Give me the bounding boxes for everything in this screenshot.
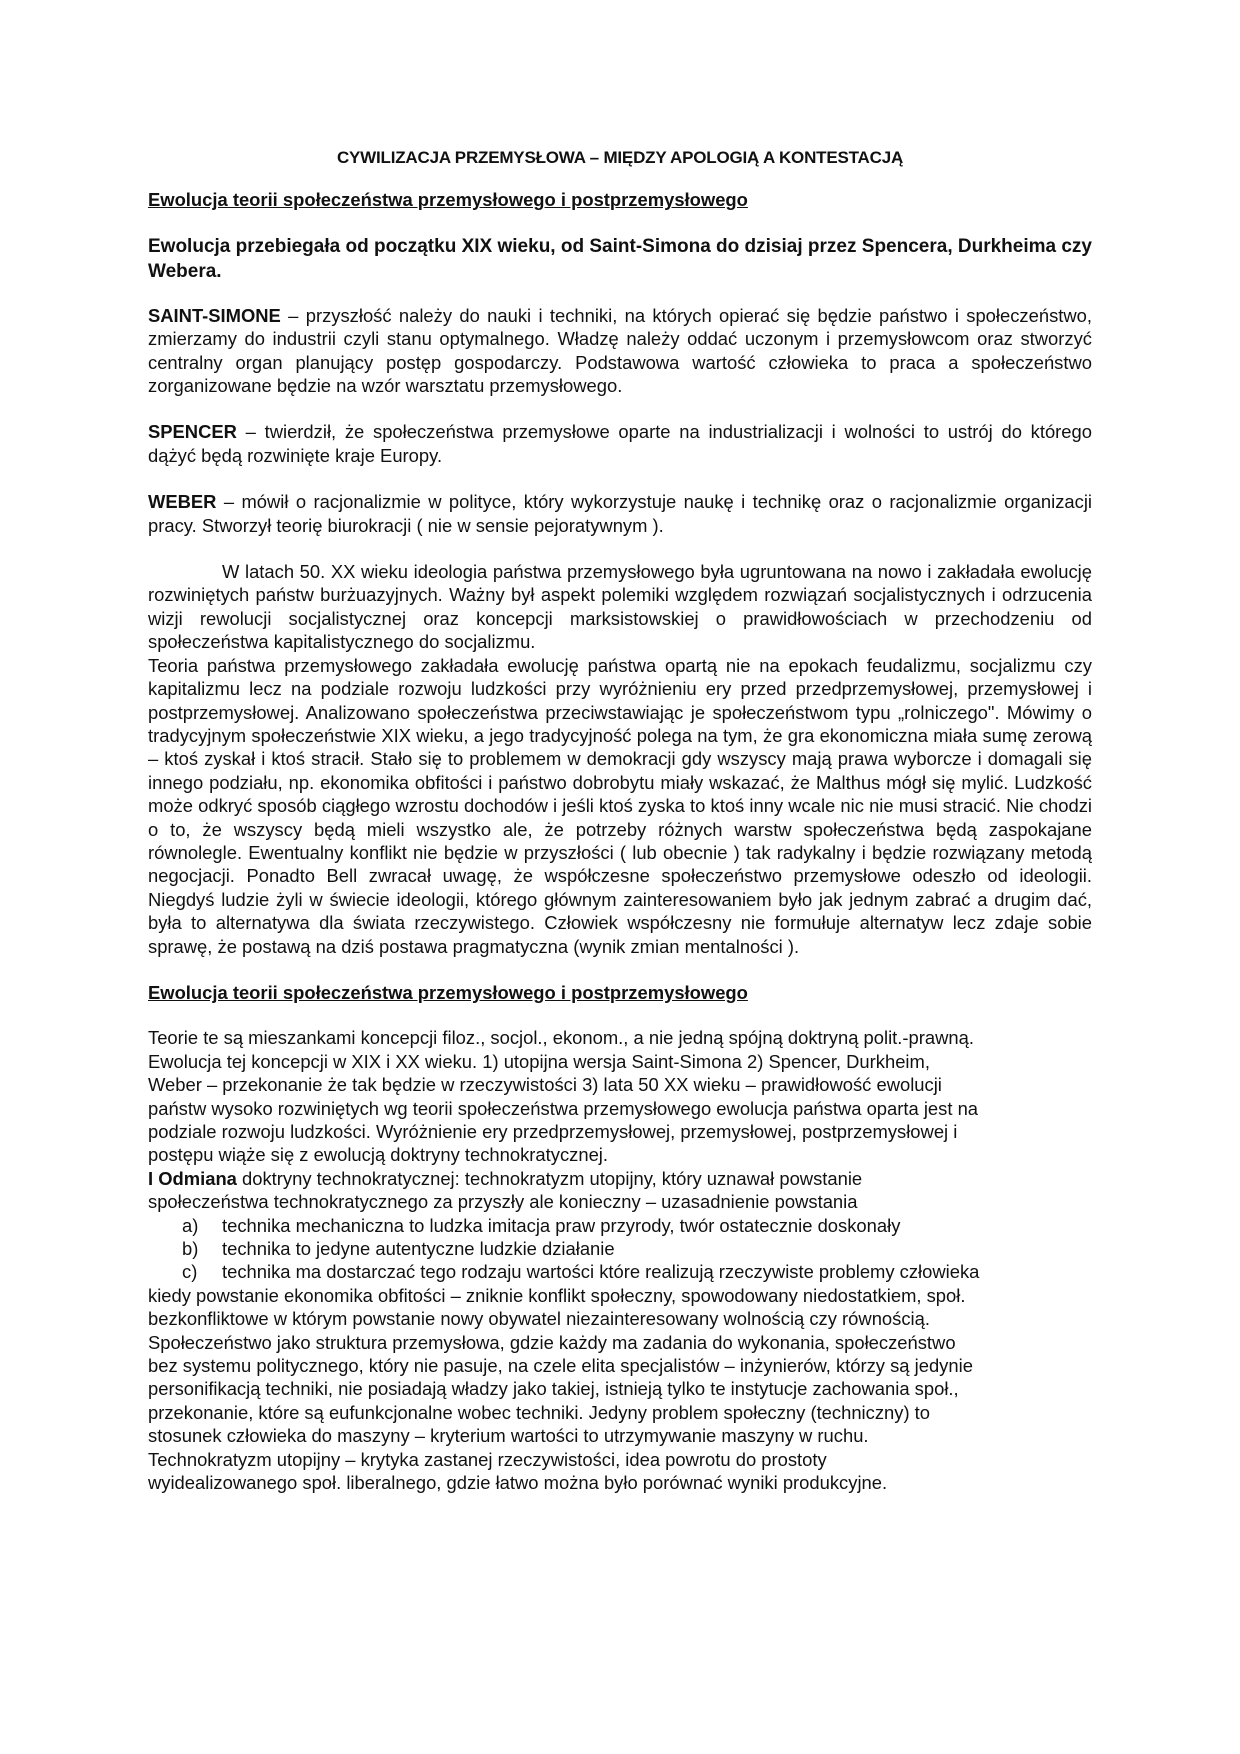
list-item-text: technika mechaniczna to ludzka imitacja praw przyrody, twór ostatecznie doskonały — [222, 1214, 901, 1236]
list-marker: a) — [182, 1214, 199, 1236]
text-line: bez systemu politycznego, który nie pasuje, na czele elita specjalistów – inżynierów, którzy są jedynie — [148, 1355, 973, 1377]
thinker-text: – twierdził, że społeczeństwa przemysłowe oparte na industrializacji i wolności to ustrój do którego dążyć będą rozwinięte kraje Europy. — [148, 421, 1092, 466]
text-line: kiedy powstanie ekonomika obfitości – zniknie konflikt społeczny, spowodowany niedostatkiem, społ. — [148, 1284, 966, 1306]
text-line: podziale rozwoju ludzkości. Wyróżnienie ery przedprzemysłowej, przemysłowej, postprzemysłowej i — [148, 1121, 958, 1142]
list-item-text: technika ma dostarczać tego rodzaju wartości które realizują rzeczywiste problemy człowieka — [222, 1261, 980, 1283]
text-line: Weber – przekonanie że tak będzie w rzeczywistości 3) lata 50 XX wieku – prawidłowość ewolucji — [148, 1074, 942, 1096]
thinker-name: WEBER — [148, 491, 217, 513]
text-line: stosunek człowieka do maszyny – kryterium wartości to utrzymywanie maszyny w ruchu. — [148, 1425, 869, 1447]
paragraph-spencer — [148, 420, 1092, 467]
text-line: Ewolucja tej koncepcji w XIX i XX wieku. 1) utopijna wersja Saint-Simona 2) Spencer, Durkheim, — [148, 1050, 930, 1072]
odmiana-line-2: społeczeństwa technokratycznego za przyszły ale konieczny – uzasadnienie powstania — [148, 1191, 858, 1213]
document-title: CYWILIZACJA PRZEMYSŁOWA – MIĘDZY APOLOGIĄ A KONTESTACJĄ — [336, 148, 904, 167]
technique-list — [148, 1214, 1092, 1284]
text-line: przekonanie, które są eufunkcjonalne wobec techniki. Jedyny problem społeczny (techniczny) to — [148, 1401, 931, 1423]
odmiana-line-1 — [148, 1167, 1092, 1190]
text-line: bezkonfliktowe w którym powstanie nowy obywatel niezainteresowany wolnością czy równością. — [148, 1308, 930, 1330]
text-line: postępu wiąże się z ewolucją doktryny technokratycznej. — [148, 1144, 608, 1166]
paragraph-saint-simone — [148, 304, 1092, 398]
list-marker: b) — [182, 1238, 199, 1260]
section2-lines — [148, 1026, 1092, 1166]
paragraph-1950s: W latach 50. XX wieku ideologia państwa przemysłowego była ugruntowana na nowo i zakładała ewolucję rozwiniętych państw burżuazyjnych. Ważny był aspekt polemiki względem rozwiązań socjalistycznych i odrzucenia wizji rewolucji socjalistycznej oraz koncepcji marksistowskiej o prawidłowościach w przechodzeniu od społeczeństwa kapitalistycznego do socjalizmu. — [148, 561, 1092, 653]
text-line: państw wysoko rozwiniętych wg teorii społeczeństwa przemysłowego ewolucja państwa oparta jest na — [148, 1097, 979, 1119]
list-marker: c) — [182, 1261, 198, 1283]
list-item — [148, 1214, 1092, 1237]
text-line: Społeczeństwo jako struktura przemysłowa, gdzie każdy ma zadania do wykonania, społeczeństwo — [148, 1331, 956, 1353]
lead-paragraph: Ewolucja przebiegała od początku XIX wieku, od Saint-Simona do dzisiaj przez Spencera, Durkheima czy Webera. — [148, 235, 1092, 282]
thinker-text: – mówił o racjonalizmie w polityce, który wykorzystuje naukę i technikę oraz o racjonalizmie organizacji pracy. Stworzył teorię biurokracji ( nie w sensie pejoratywnym ). — [148, 491, 1092, 536]
paragraph-weber — [148, 490, 1092, 537]
section-heading-1: Ewolucja teorii społeczeństwa przemysłowego i postprzemysłowego — [148, 189, 748, 211]
thinker-name: SPENCER — [148, 421, 237, 443]
odmiana-text: doktryny technokratycznej: technokratyzm utopijny, który uznawał powstanie — [236, 1167, 863, 1189]
list-item — [148, 1237, 1092, 1260]
text-line: Technokratyzm utopijny – krytyka zastanej rzeczywistości, idea powrotu do prostoty — [148, 1448, 827, 1470]
tail-lines — [148, 1284, 1092, 1495]
text-line: Teorie te są mieszankami koncepcji filoz., socjol., ekonom., a nie jedną spójną doktryną polit.-prawną. — [148, 1027, 974, 1049]
list-item — [148, 1260, 1092, 1283]
text-line: wyidealizowanego społ. liberalnego, gdzie łatwo można było porównać wyniki produkcyjne. — [148, 1472, 888, 1494]
text-line: personifikacją techniki, nie posiadają władzy jako takiej, istnieją tylko te instytucje zachowania społ., — [148, 1378, 959, 1400]
document-page — [148, 146, 1092, 1495]
section-heading-2: Ewolucja teorii społeczeństwa przemysłowego i postprzemysłowego — [148, 981, 748, 1003]
thinker-name: SAINT-SIMONE — [148, 304, 281, 326]
list-item-text: technika to jedyne autentyczne ludzkie działanie — [222, 1238, 615, 1260]
paragraph-theory: Teoria państwa przemysłowego zakładała ewolucję państwa opartą nie na epokach feudalizmu, socjalizmu czy kapitalizmu lecz na podziale rozwoju ludzkości przy wyróżnieniu ery przed przedprzemysłowej, przemysłowej i postprzemysłowej. Analizowano społeczeństwa przeciwstawiając je społeczeństwom typu „rolniczego". Mówimy o tradycyjnym społeczeństwie XIX wieku, a jego tradycyjność polega na tym, że gra ekonomiczna miała sumę zerową – ktoś zyskał i ktoś stracił. Stało się to problemem w demokracji gdy wszyscy mają prawa wyborcze i domagali się innego podziału, np. ekonomika obfitości i państwo dobrobytu miały wskazać, że Malthus mógł się mylić. Ludzkość może odkryć sposób ciągłego wzrostu dochodów i jeśli ktoś zyska to ktoś inny wcale nic nie musi stracić. Nie chodzi o to, że wszyscy będą mieli wszystko ale, że potrzeby różnych warstw społeczeństwa będą zaspokajane równolegle. Ewentualny konflikt nie będzie w przyszłości ( lub obecnie ) tak radykalny i będzie rozwiązany metodą negocjacji. Ponadto Bell zwracał uwagę, że współczesne społeczeństwo przemysłowe odeszło od ideologii. Niegdyś ludzie żyli w świecie ideologii, którego głównym zainteresowaniem było jak jednym zabrać a drugim dać, była to alternatywa dla świata rzeczywistego. Człowiek współczesny nie formułuje alternatyw lecz zdaje sobie sprawę, że postawą na dziś postawa pragmatyczna (wynik zmian mentalności ). — [148, 654, 1092, 957]
thinker-text: – przyszłość należy do nauki i techniki, na których opierać się będzie państwo i społeczeństwo, zmierzamy do industrii czyli stanu optymalnego. Władzę należy oddać uczonym i przemysłowcom oraz stworzyć centralny organ planujący postęp gospodarczy. Podstawowa wartość człowieka to praca a społeczeństwo zorganizowane będzie na wzór warsztatu przemysłowego. — [148, 304, 1092, 397]
odmiana-label: I Odmiana — [148, 1167, 237, 1189]
